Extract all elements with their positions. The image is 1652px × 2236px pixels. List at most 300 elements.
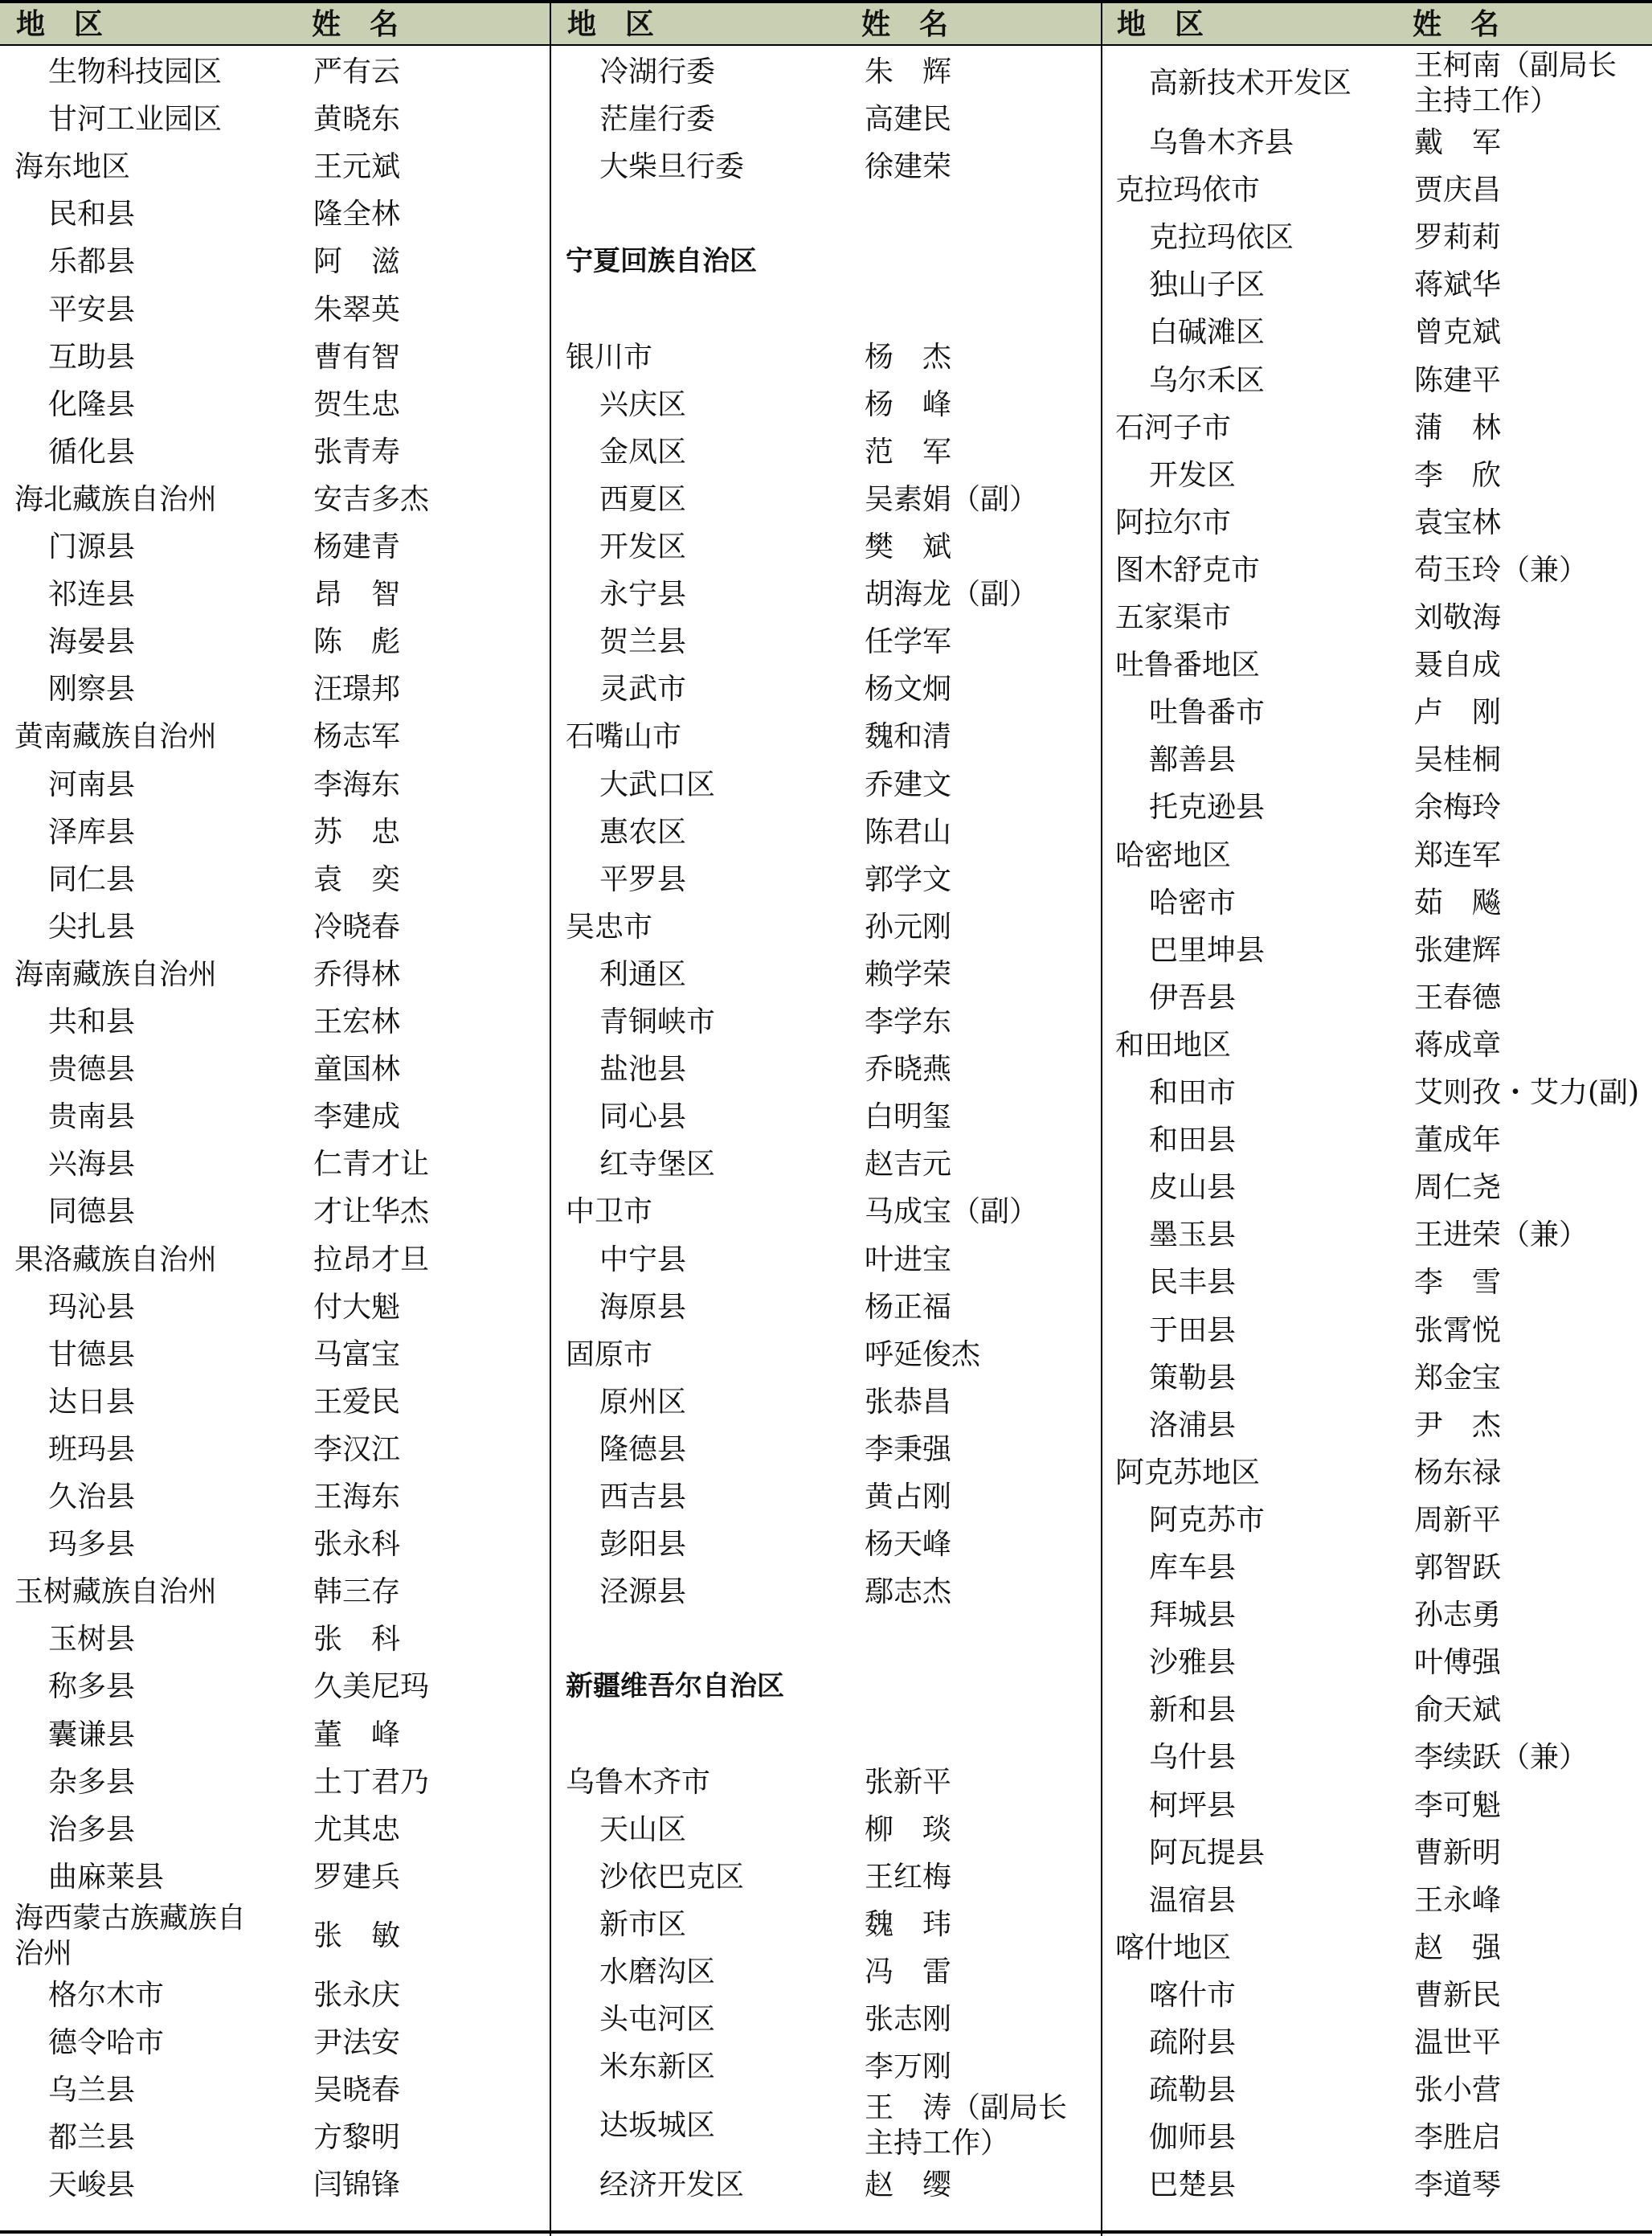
region-cell: 沙依巴克区 — [599, 1860, 745, 1894]
table-row — [14, 1568, 545, 1616]
region-cell: 托克逊县 — [1149, 791, 1266, 825]
region-cell: 疏勒县 — [1149, 2074, 1237, 2107]
name-cell: 贺生忠 — [313, 387, 401, 421]
region-cell: 石嘴山市 — [566, 720, 682, 754]
table-row — [1115, 1211, 1646, 1259]
name-cell: 拉昂才旦 — [313, 1243, 430, 1276]
name-cell: 王爱民 — [313, 1385, 401, 1419]
column-divider — [1101, 0, 1102, 2236]
name-cell: 张小营 — [1414, 2074, 1502, 2107]
name-cell: 王永峰 — [1414, 1883, 1502, 1917]
name-cell: 樊 斌 — [865, 530, 952, 563]
name-cell: 李秉强 — [865, 1432, 952, 1466]
name-cell: 王进荣（兼） — [1414, 1218, 1589, 1252]
region-cell: 海东地区 — [14, 150, 131, 184]
name-cell: 贾庆昌 — [1414, 174, 1502, 207]
table-row — [14, 1972, 545, 2019]
region-cell: 门源县 — [48, 530, 136, 563]
table-row — [566, 1901, 1096, 1948]
region-cell: 图木舒克市 — [1115, 553, 1261, 587]
region-cell: 共和县 — [48, 1005, 136, 1038]
region-cell: 库车县 — [1149, 1551, 1237, 1584]
name-cell: 韩三存 — [313, 1575, 401, 1609]
table-row — [14, 286, 545, 334]
table-row — [566, 238, 1096, 285]
name-cell: 李学东 — [865, 1005, 952, 1038]
bottom-rule — [0, 2230, 1652, 2234]
table-row — [1115, 2114, 1646, 2161]
name-cell: 李 雪 — [1414, 1266, 1502, 1300]
name-cell: 杨志军 — [313, 720, 401, 754]
name-cell: 卢 刚 — [1414, 696, 1502, 730]
region-cell: 祁连县 — [48, 578, 136, 612]
table-row — [14, 1284, 545, 1331]
section-title: 宁夏回族自治区 — [566, 245, 757, 278]
table-row — [566, 1853, 1096, 1901]
table-row — [14, 1331, 545, 1378]
table-row — [566, 1521, 1096, 1568]
name-cell: 闫锦锋 — [313, 2168, 401, 2202]
name-cell: 马成宝（副） — [865, 1195, 1039, 1229]
table-row — [566, 998, 1096, 1046]
table-row — [1115, 214, 1646, 261]
region-cell: 化隆县 — [48, 387, 136, 421]
region-cell: 策勒县 — [1149, 1361, 1237, 1394]
table-row — [1115, 48, 1646, 119]
table-row — [566, 2043, 1096, 2091]
table-row — [14, 428, 545, 476]
region-cell: 永宁县 — [599, 578, 687, 612]
name-cell: 蒋斌华 — [1414, 268, 1502, 302]
name-cell: 张建辉 — [1414, 933, 1502, 967]
region-cell: 天峻县 — [48, 2168, 136, 2202]
table-row — [14, 48, 545, 96]
name-cell: 胡海龙（副） — [865, 578, 1039, 612]
table-header — [0, 0, 1652, 46]
name-cell: 蒲 林 — [1414, 411, 1502, 444]
name-cell: 冯 雷 — [865, 1955, 952, 1988]
region-cell: 都兰县 — [48, 2121, 136, 2155]
region-cell: 乌什县 — [1149, 1741, 1237, 1775]
region-cell: 久治县 — [48, 1480, 136, 1513]
table-row — [14, 1616, 545, 1663]
region-cell: 果洛藏族自治州 — [14, 1243, 218, 1276]
table-row — [14, 903, 545, 951]
name-cell: 才让华杰 — [313, 1195, 430, 1229]
name-cell: 杨 峰 — [865, 387, 952, 421]
name-cell: 张永科 — [313, 1528, 401, 1562]
name-cell: 罗莉莉 — [1414, 221, 1502, 255]
table-row — [566, 1426, 1096, 1473]
region-cell: 和田市 — [1149, 1076, 1237, 1109]
table-row — [14, 1901, 545, 1972]
table-row — [566, 761, 1096, 809]
region-cell: 海原县 — [599, 1290, 687, 1324]
region-cell: 巴里坤县 — [1149, 933, 1266, 967]
table-row — [1115, 736, 1646, 784]
region-cell: 民和县 — [48, 198, 136, 231]
table-row — [14, 998, 545, 1046]
region-cell: 阿拉尔市 — [1115, 506, 1232, 539]
name-cell: 张 敏 — [313, 1919, 401, 1952]
table-row — [1115, 166, 1646, 214]
table-row — [1115, 119, 1646, 166]
table-row — [566, 1046, 1096, 1093]
name-cell: 赵 缨 — [865, 2168, 952, 2202]
table-row — [14, 618, 545, 665]
name-cell: 李道琴 — [1414, 2168, 1502, 2202]
name-cell: 杨正福 — [865, 1290, 952, 1324]
region-cell: 开发区 — [599, 530, 687, 563]
name-cell: 黄占刚 — [865, 1480, 952, 1513]
region-cell: 喀什市 — [1149, 1978, 1237, 2012]
region-cell: 刚察县 — [48, 673, 136, 706]
table-row — [566, 1996, 1096, 2043]
table-row — [1115, 1116, 1646, 1164]
table-row — [566, 1806, 1096, 1853]
name-cell: 杨东禄 — [1414, 1456, 1502, 1489]
table-row — [566, 1948, 1096, 1996]
table-row — [1115, 927, 1646, 974]
region-cell: 乌鲁木齐市 — [566, 1765, 711, 1799]
table-row — [566, 334, 1096, 381]
table-row — [566, 1378, 1096, 1426]
region-cell: 兴海县 — [48, 1148, 136, 1181]
header-name-1: 姓 名 — [312, 8, 399, 41]
region-cell: 循化县 — [48, 435, 136, 469]
region-cell: 平罗县 — [599, 862, 687, 896]
region-cell: 经济开发区 — [599, 2168, 745, 2202]
name-cell: 刘敬海 — [1414, 601, 1502, 634]
table-row — [566, 1188, 1096, 1235]
name-cell: 冷晓春 — [313, 910, 401, 944]
table-row — [1115, 1069, 1646, 1116]
name-cell: 土丁君乃 — [313, 1765, 430, 1799]
table-row — [566, 903, 1096, 951]
region-cell: 白碱滩区 — [1149, 316, 1266, 350]
name-cell: 王春德 — [1414, 981, 1502, 1014]
region-cell: 大武口区 — [599, 768, 716, 801]
region-cell: 甘河工业园区 — [48, 103, 223, 137]
region-cell: 喀什地区 — [1115, 1931, 1232, 1964]
region-cell: 海北藏族自治州 — [14, 482, 218, 516]
table-row — [1115, 547, 1646, 594]
table-row — [14, 1378, 545, 1426]
name-cell: 苏 忠 — [313, 815, 401, 849]
table-row — [1115, 452, 1646, 499]
table-row — [14, 1759, 545, 1806]
name-cell: 曹有智 — [313, 340, 401, 374]
table-row — [1115, 2161, 1646, 2209]
table-row — [566, 381, 1096, 428]
region-cell: 银川市 — [566, 340, 653, 374]
region-cell: 伊吾县 — [1149, 981, 1237, 1014]
table-row — [14, 2161, 545, 2209]
table-row — [1115, 1354, 1646, 1402]
region-cell: 贵南县 — [48, 1100, 136, 1134]
table-row — [566, 476, 1096, 523]
name-cell: 王元斌 — [313, 150, 401, 184]
table-row — [14, 951, 545, 998]
name-cell: 柳 琰 — [865, 1812, 952, 1846]
name-cell: 袁宝林 — [1414, 506, 1502, 539]
region-cell: 互助县 — [48, 340, 136, 374]
region-cell: 温宿县 — [1149, 1883, 1237, 1917]
region-cell: 海南藏族自治州 — [14, 957, 218, 991]
name-cell: 高建民 — [865, 103, 952, 137]
name-cell: 李胜启 — [1414, 2121, 1502, 2155]
table-row — [1115, 641, 1646, 689]
region-cell: 玉树藏族自治州 — [14, 1575, 218, 1609]
table-row — [1115, 1639, 1646, 1686]
region-cell: 独山子区 — [1149, 268, 1266, 302]
region-cell: 乌鲁木齐县 — [1149, 126, 1294, 159]
table-row — [14, 523, 545, 571]
table-row — [566, 2091, 1096, 2161]
table-row — [1115, 2019, 1646, 2066]
name-cell: 吴晓春 — [313, 2074, 401, 2107]
table-row — [566, 523, 1096, 571]
name-cell: 陈建平 — [1414, 363, 1502, 397]
region-cell: 中卫市 — [566, 1195, 653, 1229]
name-cell: 蒋成章 — [1414, 1028, 1502, 1062]
name-cell: 严有云 — [313, 55, 401, 88]
region-cell: 彭阳县 — [599, 1528, 687, 1562]
name-cell: 周仁尧 — [1414, 1171, 1502, 1205]
region-cell: 米东新区 — [599, 2050, 716, 2084]
table-row — [14, 238, 545, 285]
table-row — [14, 2114, 545, 2161]
name-cell: 赵吉元 — [865, 1148, 952, 1181]
region-cell: 皮山县 — [1149, 1171, 1237, 1205]
table-row — [14, 143, 545, 190]
table-row — [14, 1663, 545, 1710]
table-row — [566, 1473, 1096, 1521]
name-cell: 戴 军 — [1414, 126, 1502, 159]
name-cell: 隆全林 — [313, 198, 401, 231]
name-cell: 尤其忠 — [313, 1812, 401, 1846]
name-cell: 张恭昌 — [865, 1385, 952, 1419]
region-cell: 新市区 — [599, 1907, 687, 1941]
region-cell: 达日县 — [48, 1385, 136, 1419]
name-cell: 吴桂桐 — [1414, 743, 1502, 777]
name-cell: 叶进宝 — [865, 1243, 952, 1276]
region-cell: 玛多县 — [48, 1528, 136, 1562]
name-cell: 乔得林 — [313, 957, 401, 991]
name-cell: 黄晓东 — [313, 103, 401, 137]
name-cell: 茹 飚 — [1414, 886, 1502, 919]
region-cell: 原州区 — [599, 1385, 687, 1419]
table-row — [566, 96, 1096, 143]
region-cell: 西吉县 — [599, 1480, 687, 1513]
region-cell: 柯坪县 — [1149, 1788, 1237, 1822]
name-cell: 尹法安 — [313, 2026, 401, 2059]
name-cell: 乔晓燕 — [865, 1053, 952, 1087]
name-cell: 叶傅强 — [1414, 1646, 1502, 1680]
name-cell: 郭学文 — [865, 862, 952, 896]
name-cell: 温世平 — [1414, 2026, 1502, 2059]
name-cell: 方黎明 — [313, 2121, 401, 2155]
region-cell: 平安县 — [48, 293, 136, 326]
table-row — [14, 476, 545, 523]
region-cell: 河南县 — [48, 768, 136, 801]
region-cell: 利通区 — [599, 957, 687, 991]
region-cell: 哈密市 — [1149, 886, 1237, 919]
region-cell: 石河子市 — [1115, 411, 1232, 444]
header-name-2: 姓 名 — [861, 8, 949, 41]
name-cell: 陈 彪 — [313, 625, 401, 659]
region-cell: 哈密地区 — [1115, 838, 1232, 872]
name-cell: 任学军 — [865, 625, 952, 659]
name-cell: 阿 滋 — [313, 245, 401, 279]
name-cell: 王红梅 — [865, 1860, 952, 1894]
table-row — [1115, 1591, 1646, 1639]
name-cell: 陈君山 — [865, 815, 952, 849]
table-row — [1115, 309, 1646, 356]
name-cell: 杨建青 — [313, 530, 401, 563]
table-row — [14, 1236, 545, 1284]
region-cell: 阿克苏市 — [1149, 1503, 1266, 1537]
region-cell: 杂多县 — [48, 1765, 136, 1799]
region-cell: 五家渠市 — [1115, 601, 1232, 634]
name-cell: 白明玺 — [865, 1100, 952, 1134]
name-cell: 董成年 — [1414, 1124, 1502, 1157]
name-cell: 艾则孜・艾力(副) — [1414, 1076, 1640, 1109]
name-cell: 尹 杰 — [1414, 1408, 1502, 1442]
region-cell: 班玛县 — [48, 1432, 136, 1466]
name-cell: 郑连军 — [1414, 838, 1502, 872]
section-title: 新疆维吾尔自治区 — [566, 1670, 784, 1703]
name-cell: 呼延俊杰 — [865, 1337, 981, 1371]
name-cell: 李万刚 — [865, 2050, 952, 2084]
name-cell: 昂 智 — [313, 578, 401, 612]
region-cell: 阿瓦提县 — [1149, 1836, 1266, 1869]
table-row — [1115, 357, 1646, 404]
region-cell: 贵德县 — [48, 1053, 136, 1087]
table-row — [1115, 1307, 1646, 1354]
table-row — [566, 856, 1096, 903]
name-cell: 王柯南（副局长主持工作） — [1414, 49, 1617, 117]
table-row — [1115, 404, 1646, 452]
table-row — [1115, 784, 1646, 831]
name-cell: 马富宝 — [313, 1337, 401, 1371]
name-cell: 久美尼玛 — [313, 1670, 430, 1704]
table-row — [566, 1663, 1096, 1710]
name-cell: 王海东 — [313, 1480, 401, 1513]
region-cell: 乌尔禾区 — [1149, 363, 1266, 397]
table-row — [14, 1046, 545, 1093]
region-cell: 盐池县 — [599, 1053, 687, 1087]
table-row — [1115, 832, 1646, 879]
table-row — [14, 1188, 545, 1235]
region-cell: 同仁县 — [48, 862, 136, 896]
name-cell: 罗建兵 — [313, 1860, 401, 1894]
region-cell: 惠农区 — [599, 815, 687, 849]
name-cell: 杨文炯 — [865, 673, 952, 706]
name-cell: 朱 辉 — [865, 55, 952, 88]
table-row — [1115, 879, 1646, 927]
table-row — [14, 761, 545, 809]
name-cell: 魏 玮 — [865, 1907, 952, 1941]
table-row — [14, 1141, 545, 1188]
table-row — [566, 1568, 1096, 1616]
name-cell: 朱翠英 — [313, 293, 401, 326]
table-row — [1115, 1402, 1646, 1449]
region-cell: 泾源县 — [599, 1575, 687, 1609]
table-row — [566, 190, 1096, 238]
region-cell: 天山区 — [599, 1812, 687, 1846]
table-row — [1115, 1829, 1646, 1877]
table-row — [1115, 689, 1646, 736]
table-row — [566, 428, 1096, 476]
table-row — [566, 286, 1096, 334]
table-row — [14, 381, 545, 428]
region-cell: 洛浦县 — [1149, 1408, 1237, 1442]
region-cell: 德令哈市 — [48, 2026, 165, 2059]
table-row — [566, 1711, 1096, 1759]
region-cell: 贺兰县 — [599, 625, 687, 659]
region-cell: 克拉玛依市 — [1115, 174, 1261, 207]
table-row — [14, 2019, 545, 2066]
table-row — [566, 571, 1096, 618]
region-cell: 称多县 — [48, 1670, 136, 1704]
region-cell: 中宁县 — [599, 1243, 687, 1276]
table-row — [14, 571, 545, 618]
name-cell: 张 科 — [313, 1623, 401, 1657]
table-row — [14, 334, 545, 381]
region-cell: 水磨沟区 — [599, 1955, 716, 1988]
region-cell: 海晏县 — [48, 625, 136, 659]
name-cell: 张新平 — [865, 1765, 952, 1799]
region-cell: 新和县 — [1149, 1693, 1237, 1727]
region-cell: 冷湖行委 — [599, 55, 716, 88]
region-cell: 阿克苏地区 — [1115, 1456, 1261, 1489]
name-cell: 王 涛（副局长主持工作） — [865, 2091, 1068, 2160]
region-cell: 隆德县 — [599, 1432, 687, 1466]
table-row — [14, 1711, 545, 1759]
table-row — [1115, 1544, 1646, 1591]
name-cell: 赖学荣 — [865, 957, 952, 991]
name-cell: 俞天斌 — [1414, 1693, 1502, 1727]
name-cell: 余梅玲 — [1414, 791, 1502, 825]
region-cell: 玉树县 — [48, 1623, 136, 1657]
region-cell: 民丰县 — [1149, 1266, 1237, 1300]
name-cell: 周新平 — [1414, 1503, 1502, 1537]
table-row — [566, 1236, 1096, 1284]
table-row — [1115, 1734, 1646, 1781]
table-row — [14, 2066, 545, 2114]
name-cell: 苟玉玲（兼） — [1414, 553, 1589, 587]
region-cell: 治多县 — [48, 1812, 136, 1846]
region-cell: 生物科技园区 — [48, 55, 223, 88]
name-cell: 徐建荣 — [865, 150, 952, 184]
region-cell: 泽库县 — [48, 815, 136, 849]
region-cell: 吴忠市 — [566, 910, 653, 944]
region-cell: 尖扎县 — [48, 910, 136, 944]
region-cell: 同德县 — [48, 1195, 136, 1229]
region-cell: 拜城县 — [1149, 1599, 1237, 1632]
name-cell: 李续跃（兼） — [1414, 1741, 1589, 1775]
table-row — [14, 1426, 545, 1473]
header-region-3: 地 区 — [1117, 8, 1204, 41]
region-cell: 伽师县 — [1149, 2121, 1237, 2155]
name-cell: 李可魁 — [1414, 1788, 1502, 1822]
table-row — [1115, 594, 1646, 641]
region-cell: 玛沁县 — [48, 1290, 136, 1324]
table-row — [1115, 1022, 1646, 1069]
table-row — [566, 1093, 1096, 1141]
region-cell: 海西蒙古族藏族自治州 — [14, 1901, 247, 1970]
